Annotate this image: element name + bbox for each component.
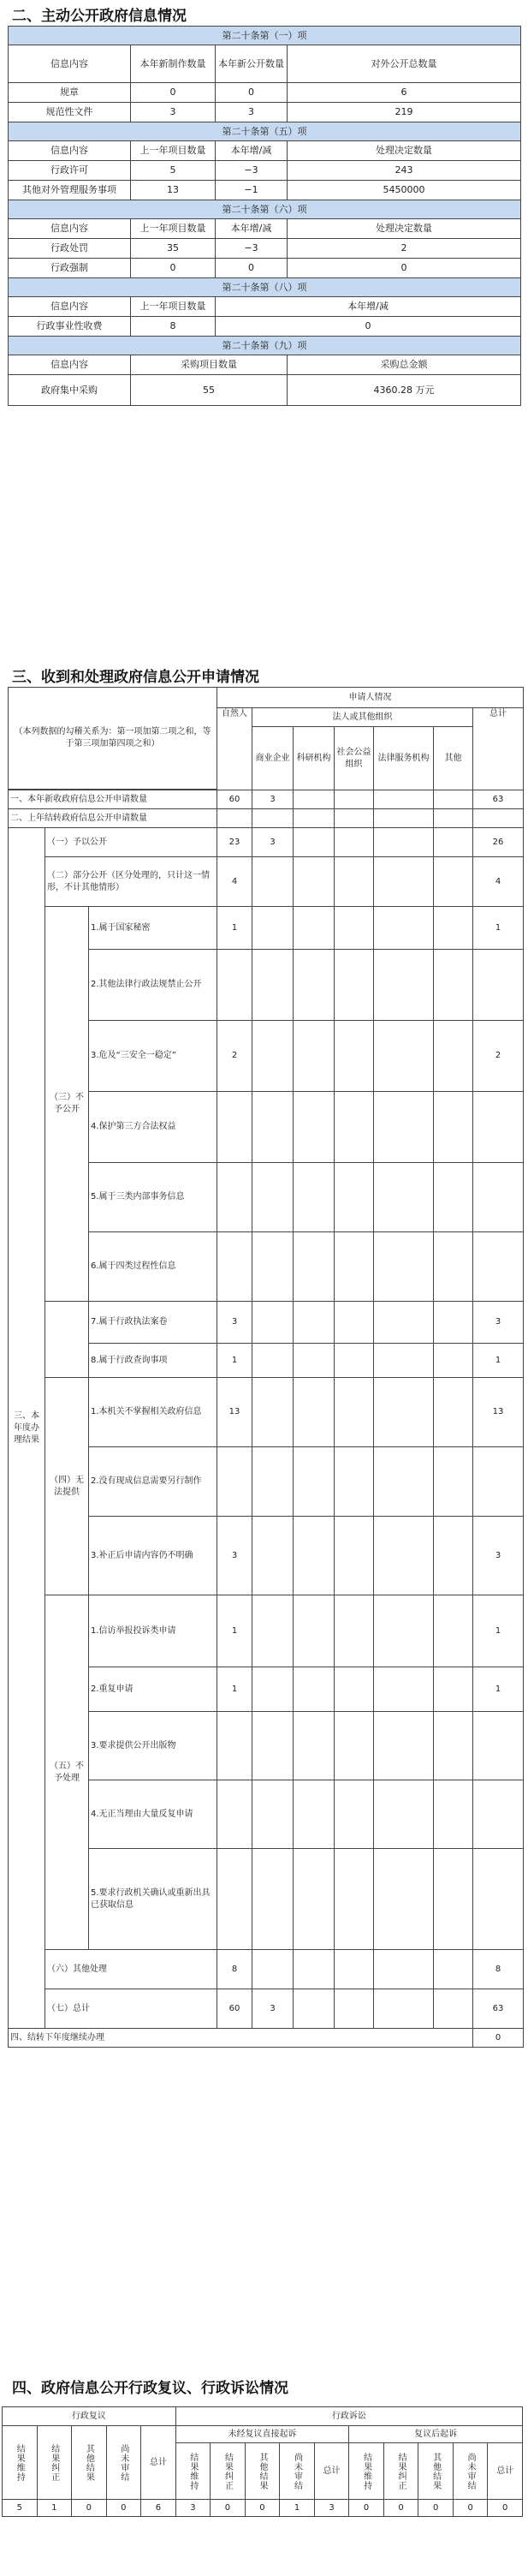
row-label: 4.保护第三方合法权益 — [89, 1092, 217, 1163]
cell: 规范性文件 — [9, 103, 131, 122]
table-row — [9, 1302, 524, 1344]
table-row — [9, 809, 524, 828]
col-new-published: 本年新公开数量 — [216, 45, 288, 83]
table-row — [9, 83, 521, 103]
table-row — [9, 317, 521, 337]
section-title-applications: 三、收到和处理政府信息公开申请情况 — [12, 669, 259, 686]
cell — [335, 1517, 374, 1595]
cell — [252, 857, 294, 907]
cell — [294, 1989, 335, 2029]
cell: −1 — [216, 181, 288, 200]
col-change: 本年增/减 — [216, 141, 288, 161]
cell — [434, 1021, 473, 1092]
cell: 1 — [217, 1595, 252, 1667]
cell — [294, 1517, 335, 1595]
cell — [252, 1378, 294, 1447]
cell — [294, 1950, 335, 1989]
section-art20-1: 第二十条第（一）项 — [9, 27, 521, 45]
cell — [434, 1950, 473, 1989]
cell — [374, 857, 434, 907]
cell — [434, 828, 473, 857]
row-label: 二、上年结转政府信息公开申请数量 — [9, 809, 217, 828]
cell: 0 — [349, 2500, 384, 2517]
table-row — [9, 239, 521, 259]
cell: 26 — [473, 828, 524, 857]
section-title-review-litigation: 四、政府信息公开行政复议、行政诉讼情况 — [12, 2380, 288, 2397]
cell — [374, 1517, 434, 1595]
col-total-published: 对外公开总数量 — [288, 45, 521, 83]
cell: 1 — [37, 2500, 72, 2517]
cell: 2 — [473, 1021, 524, 1092]
review-litigation-table — [2, 2406, 523, 2517]
cell: 3 — [473, 1302, 524, 1344]
cell: 规章 — [9, 83, 131, 103]
cell: 行政许可 — [9, 161, 131, 181]
cell — [294, 1302, 335, 1344]
cell — [374, 1021, 434, 1092]
cell — [434, 1989, 473, 2029]
row-label: （二）部分公开（区分处理的，只计这一情形，不计其他情形） — [45, 857, 217, 907]
row-group-not-handled: （五）不予处理 — [45, 1595, 89, 1950]
col-new-made: 本年新制作数量 — [131, 45, 216, 83]
row-label: 四、结转下年度继续办理 — [9, 2029, 473, 2048]
cell: 其他对外管理服务事项 — [9, 181, 131, 200]
row-label: 1.属于国家秘密 — [89, 907, 217, 950]
cell — [294, 857, 335, 907]
cell: 3 — [217, 1517, 252, 1595]
cell: 1 — [473, 907, 524, 950]
cell — [252, 1344, 294, 1378]
cell — [434, 857, 473, 907]
cell: 1 — [217, 1667, 252, 1712]
col-keep: 结果维持 — [175, 2443, 211, 2500]
table-row — [9, 1595, 524, 1667]
col-purchase-amount: 采购总金额 — [288, 355, 521, 375]
active-disclosure-table — [8, 26, 521, 406]
col-decision-count: 处理决定数量 — [288, 219, 521, 239]
cell: 6 — [288, 83, 521, 103]
row-label: 3.要求提供公开出版物 — [89, 1712, 217, 1780]
cell: 0 — [383, 2500, 418, 2517]
cell: 0 — [418, 2500, 454, 2517]
header-law: 法律服务机构 — [374, 727, 434, 790]
row-label: 一、本年新收政府信息公开申请数量 — [9, 790, 217, 809]
cell: 0 — [473, 2029, 524, 2048]
cell — [374, 1595, 434, 1667]
table-row — [9, 181, 521, 200]
cell: 5 — [131, 161, 216, 181]
cell: 0 — [453, 2500, 488, 2517]
cell: 3 — [252, 790, 294, 809]
cell — [335, 790, 374, 809]
row-label: 3.补正后申请内容仍不明确 — [89, 1517, 217, 1595]
cell — [434, 790, 473, 809]
cell: 3 — [314, 2500, 349, 2517]
cell: 3 — [252, 1989, 294, 2029]
header-after-review: 复议后起诉 — [349, 2426, 523, 2443]
row-group-results: 三、本年度办理结果 — [9, 828, 45, 2029]
cell: 3 — [217, 1302, 252, 1344]
header-natural-person: 自然人 — [217, 708, 252, 790]
col-other: 其他结果 — [418, 2443, 454, 2500]
row-label: 3.危及“三安全一稳定” — [89, 1021, 217, 1092]
cell — [294, 1344, 335, 1378]
col-decision-count: 处理决定数量 — [288, 141, 521, 161]
header-legal-org: 法人或其他组织 — [252, 708, 473, 727]
table-row — [9, 828, 524, 857]
cell — [294, 828, 335, 857]
cell — [335, 1595, 374, 1667]
row-label: （七）总计 — [45, 1989, 217, 2029]
table-row — [3, 2500, 523, 2517]
row-label: （一）予以公开 — [45, 828, 217, 857]
cell: 2 — [217, 1021, 252, 1092]
cell — [335, 1378, 374, 1447]
col-info-content: 信息内容 — [9, 141, 131, 161]
row-label: 1.信访举报投诉类申请 — [89, 1595, 217, 1667]
cell — [335, 1950, 374, 1989]
cell — [374, 1344, 434, 1378]
table-row — [9, 259, 521, 278]
cell — [374, 1989, 434, 2029]
cell — [374, 828, 434, 857]
cell — [252, 1021, 294, 1092]
cell — [374, 1950, 434, 1989]
section-art20-5: 第二十条第（五）项 — [9, 122, 521, 141]
col-keep: 结果维持 — [3, 2426, 38, 2500]
table-row — [9, 790, 524, 809]
header-social: 社会公益组织 — [335, 727, 374, 790]
cell: 0 — [106, 2500, 141, 2517]
cell — [335, 1667, 374, 1712]
cell — [294, 790, 335, 809]
header-review: 行政复议 — [3, 2407, 176, 2426]
cell: 5450000 — [288, 181, 521, 200]
col-info-content: 信息内容 — [9, 355, 131, 375]
cell: 8 — [217, 1950, 252, 1989]
col-info-content: 信息内容 — [9, 219, 131, 239]
col-info-content: 信息内容 — [9, 45, 131, 83]
table-row — [9, 1950, 524, 1989]
row-label: 5.要求行政机关确认或重新出具已获取信息 — [89, 1849, 217, 1950]
cell: 1 — [217, 907, 252, 950]
row-label: 1.本机关不掌握相关政府信息 — [89, 1378, 217, 1447]
cell: 13 — [217, 1378, 252, 1447]
cell — [252, 1667, 294, 1712]
header-total: 总计 — [473, 708, 524, 790]
cell: 2 — [288, 239, 521, 259]
cell — [335, 1302, 374, 1344]
cell: 1 — [280, 2500, 315, 2517]
col-change: 本年增/减 — [216, 297, 521, 317]
col-last-year-count: 上一年项目数量 — [131, 141, 216, 161]
cell: 3 — [175, 2500, 211, 2517]
section-art20-8: 第二十条第（八）项 — [9, 278, 521, 297]
header-other: 其他 — [434, 727, 473, 790]
table-row — [9, 2029, 524, 2048]
cell: 3 — [216, 103, 288, 122]
row-group-cannot-provide: （四）无法提供 — [45, 1378, 89, 1595]
cell — [374, 1302, 434, 1344]
col-total: 总计 — [314, 2443, 349, 2500]
cell — [252, 1950, 294, 1989]
col-fix: 结果纠正 — [383, 2443, 418, 2500]
col-total: 总计 — [141, 2426, 176, 2500]
cell — [252, 1302, 294, 1344]
row-label: 6.属于四类过程性信息 — [89, 1232, 217, 1302]
applications-table — [8, 687, 524, 2048]
cell: 4360.28 万元 — [288, 375, 521, 406]
cell: 0 — [245, 2500, 280, 2517]
cell — [434, 1302, 473, 1344]
cell: 5 — [3, 2500, 38, 2517]
cell: 243 — [288, 161, 521, 181]
cell — [252, 1517, 294, 1595]
cell: 0 — [216, 259, 288, 278]
cell: 0 — [288, 259, 521, 278]
col-last-year-count: 上一年项目数量 — [131, 297, 216, 317]
table-row — [9, 161, 521, 181]
row-label: 5.属于三类内部事务信息 — [89, 1163, 217, 1232]
cell: −3 — [216, 161, 288, 181]
table-row — [9, 1989, 524, 2029]
col-change: 本年增/减 — [216, 219, 288, 239]
cell: 4 — [217, 857, 252, 907]
cell — [335, 1021, 374, 1092]
table-row — [9, 1344, 524, 1378]
col-pending: 尚未审结 — [280, 2443, 315, 2500]
section-title-active-disclosure: 二、主动公开政府信息情况 — [12, 3, 187, 27]
section-art20-9: 第二十条第（九）项 — [9, 337, 521, 355]
cell — [294, 1667, 335, 1712]
col-info-content: 信息内容 — [9, 297, 131, 317]
row-label: 7.属于行政执法案卷 — [89, 1302, 217, 1344]
header-litigation: 行政诉讼 — [175, 2407, 522, 2426]
cell: 0 — [488, 2500, 523, 2517]
cell: 60 — [217, 1989, 252, 2029]
cell: −3 — [216, 239, 288, 259]
header-no-review: 未经复议直接起诉 — [175, 2426, 349, 2443]
cell: 35 — [131, 239, 216, 259]
table-note: （本列数据的勾稽关系为：第一项加第二项之和，等于第三项加第四项之和） — [9, 688, 217, 790]
cell — [252, 907, 294, 950]
cell — [434, 1595, 473, 1667]
col-keep: 结果维持 — [349, 2443, 384, 2500]
cell: 3 — [252, 828, 294, 857]
cell — [434, 907, 473, 950]
cell: 6 — [141, 2500, 176, 2517]
cell: 0 — [72, 2500, 107, 2517]
cell: 13 — [131, 181, 216, 200]
row-label: 2.重复申请 — [89, 1667, 217, 1712]
cell: 219 — [288, 103, 521, 122]
col-fix: 结果纠正 — [37, 2426, 72, 2500]
table-row — [9, 103, 521, 122]
col-fix: 结果纠正 — [211, 2443, 246, 2500]
col-other: 其他结果 — [72, 2426, 107, 2500]
cell: 政府集中采购 — [9, 375, 131, 406]
header-business: 商业企业 — [252, 727, 294, 790]
row-label: （六）其他处理 — [45, 1950, 217, 1989]
col-pending: 尚未审结 — [453, 2443, 488, 2500]
col-pending: 尚未审结 — [106, 2426, 141, 2500]
cell: 1 — [473, 1595, 524, 1667]
cell — [252, 1595, 294, 1667]
cell: 8 — [131, 317, 216, 337]
cell — [294, 1378, 335, 1447]
table-row — [9, 857, 524, 907]
cell — [374, 1667, 434, 1712]
cell — [335, 1344, 374, 1378]
col-other: 其他结果 — [245, 2443, 280, 2500]
row-label: 2.其他法律行政法规禁止公开 — [89, 950, 217, 1021]
col-last-year-count: 上一年项目数量 — [131, 219, 216, 239]
cell: 13 — [473, 1378, 524, 1447]
cell: 行政强制 — [9, 259, 131, 278]
cell: 60 — [217, 790, 252, 809]
row-label: 8.属于行政查询事项 — [89, 1344, 217, 1378]
cell — [434, 1517, 473, 1595]
table-row — [9, 375, 521, 406]
cell — [294, 907, 335, 950]
cell — [294, 1021, 335, 1092]
cell: 0 — [131, 259, 216, 278]
header-research: 科研机构 — [294, 727, 335, 790]
cell — [294, 1595, 335, 1667]
col-total: 总计 — [488, 2443, 523, 2500]
row-label: 4.无正当理由大量反复申请 — [89, 1780, 217, 1849]
cell: 1 — [217, 1344, 252, 1378]
cell: 0 — [216, 83, 288, 103]
cell: 63 — [473, 1989, 524, 2029]
col-purchase-count: 采购项目数量 — [131, 355, 288, 375]
cell — [374, 790, 434, 809]
cell — [335, 828, 374, 857]
cell: 0 — [131, 83, 216, 103]
cell — [335, 907, 374, 950]
cell: 3 — [131, 103, 216, 122]
cell: 55 — [131, 375, 288, 406]
cell: 8 — [473, 1950, 524, 1989]
cell — [434, 1667, 473, 1712]
header-applicant: 申请人情况 — [217, 688, 524, 708]
cell — [434, 1344, 473, 1378]
cell: 23 — [217, 828, 252, 857]
cell — [374, 1378, 434, 1447]
cell: 4 — [473, 857, 524, 907]
cell: 0 — [211, 2500, 246, 2517]
table-row — [9, 907, 524, 950]
row-label: 2.没有现成信息需要另行制作 — [89, 1447, 217, 1517]
cell — [335, 857, 374, 907]
cell: 0 — [216, 317, 521, 337]
row-group-not-public: （三）不予公开 — [45, 907, 89, 1302]
cell — [335, 1989, 374, 2029]
cell — [434, 1378, 473, 1447]
cell: 63 — [473, 790, 524, 809]
cell: 行政处罚 — [9, 239, 131, 259]
cell — [374, 907, 434, 950]
cell: 1 — [473, 1344, 524, 1378]
cell: 3 — [473, 1517, 524, 1595]
table-row — [9, 1378, 524, 1447]
cell: 行政事业性收费 — [9, 317, 131, 337]
section-art20-6: 第二十条第（六）项 — [9, 200, 521, 219]
cell: 1 — [473, 1667, 524, 1712]
